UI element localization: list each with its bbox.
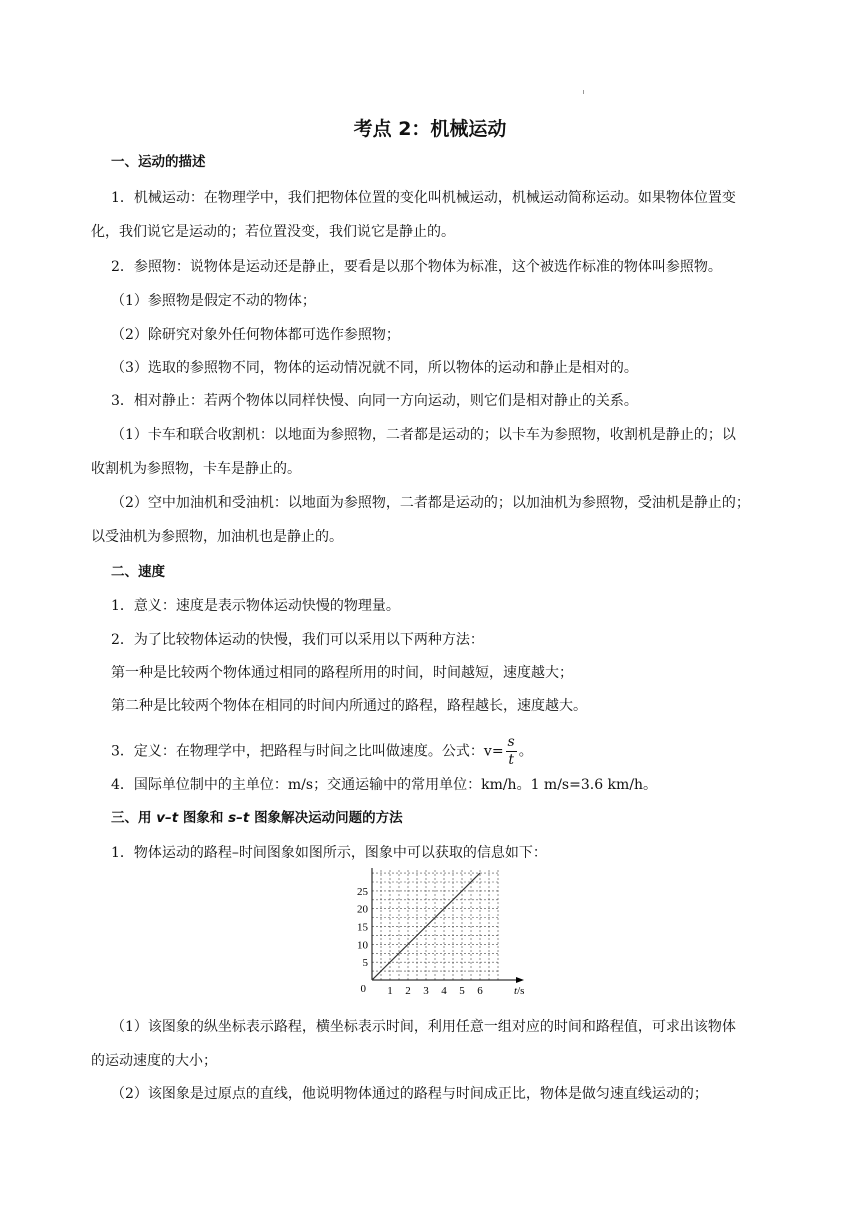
x-tick-label: 1 [387,985,393,997]
origin-label: 0 [360,983,366,995]
x-tick-label: 5 [459,985,465,997]
section-heading-speed: 二、速度 [111,564,165,580]
formula-suffix: 。 [518,743,533,760]
heading-part-vt: v–t [156,810,179,826]
paragraph-line: （1）该图象的纵坐标表示路程，横坐标表示时间，利用任意一组对应的时间和路程值，可求出该物体 [111,1019,736,1035]
paragraph-line: （1）卡车和联合收割机：以地面为参照物，二者都是运动的；以卡车为参照物，收割机是静止的；以 [111,427,736,443]
y-tick-label: 25 [357,885,368,898]
paragraph-line: 第二种是比较两个物体在相同的时间内所通过的路程，路程越长，速度越大。 [111,698,587,714]
paragraph-line: 第一种是比较两个物体通过相同的路程所用的时间，时间越短，速度越大； [111,665,573,681]
page-mark [583,90,584,94]
y-tick-label: 10 [357,939,368,952]
x-tick-label: 2 [405,985,411,997]
paragraph-line: 1．物体运动的路程–时间图象如图所示，图象中可以获取的信息如下： [111,845,547,861]
paragraph-line: 化，我们说它是运动的；若位置没变，我们说它是静止的。 [91,224,455,240]
paragraph-line: 的运动速度的大小； [91,1053,217,1069]
paragraph-line: 收割机为参照物，卡车是静止的。 [91,461,301,477]
y-tick-label: 20 [357,903,368,916]
page-title: 考点 2：机械运动 [353,118,507,140]
distance-time-chart [350,868,550,1008]
paragraph-line: （2）空中加油机和受油机：以地面为参照物，二者都是运动的；以加油机为参照物，受油机是静止的； [111,495,750,511]
heading-part: 图象解决运动问题的方法 [249,810,403,826]
paragraph-line: 4．国际单位制中的主单位：m/s；交通运输中的常用单位：km/h。1 m/s=3.6 km/h。 [111,777,658,793]
paragraph-line: （3）选取的参照物不同，物体的运动情况就不同，所以物体的运动和静止是相对的。 [111,360,638,376]
x-tick-label: 3 [423,985,429,997]
fraction-denominator: t [508,752,514,768]
x-tick-label: 4 [441,985,447,997]
paragraph-line: （2）该图象是过原点的直线，他说明物体通过的路程与时间成正比，物体是做匀速直线运动的； [111,1086,708,1102]
fraction-numerator: s [507,734,515,750]
section-heading-graphs [111,808,403,828]
paragraph-line: 1．机械运动：在物理学中，我们把物体位置的变化叫机械运动，机械运动简称运动。如果物体位置变 [111,190,736,206]
y-tick-label: 15 [357,921,368,934]
heading-part: 图象和 [178,810,229,826]
formula-prefix: 3．定义：在物理学中，把路程与时间之比叫做速度。公式：v= [111,743,504,760]
x-tick-label: 6 [477,985,483,997]
section-heading-motion: 一、运动的描述 [111,154,206,170]
speed-fraction [506,734,517,769]
heading-part: 三、用 [111,810,157,826]
paragraph-line: （1）参照物是假定不动的物体； [111,293,316,309]
heading-part-st: s–t [228,810,250,826]
speed-formula-line [111,734,533,769]
paragraph-line: 2．参照物：说物体是运动还是静止，要看是以那个物体为标准，这个被选作标准的物体叫参照物。 [111,259,722,275]
paragraph-line: （2）除研究对象外任何物体都可选作参照物； [111,327,400,343]
paragraph-line: 以受油机为参照物，加油机也是静止的。 [91,529,343,545]
y-tick-label: 5 [362,957,368,970]
paragraph-line: 2．为了比较物体运动的快慢，我们可以采用以下两种方法： [111,632,484,648]
x-axis-title: t/s [514,985,525,997]
x-axis-arrow [516,977,524,983]
paragraph-line: 1．意义：速度是表示物体运动快慢的物理量。 [111,598,400,614]
paragraph-line: 3．相对静止：若两个物体以同样快慢、向同一方向运动，则它们是相对静止的关系。 [111,393,638,409]
